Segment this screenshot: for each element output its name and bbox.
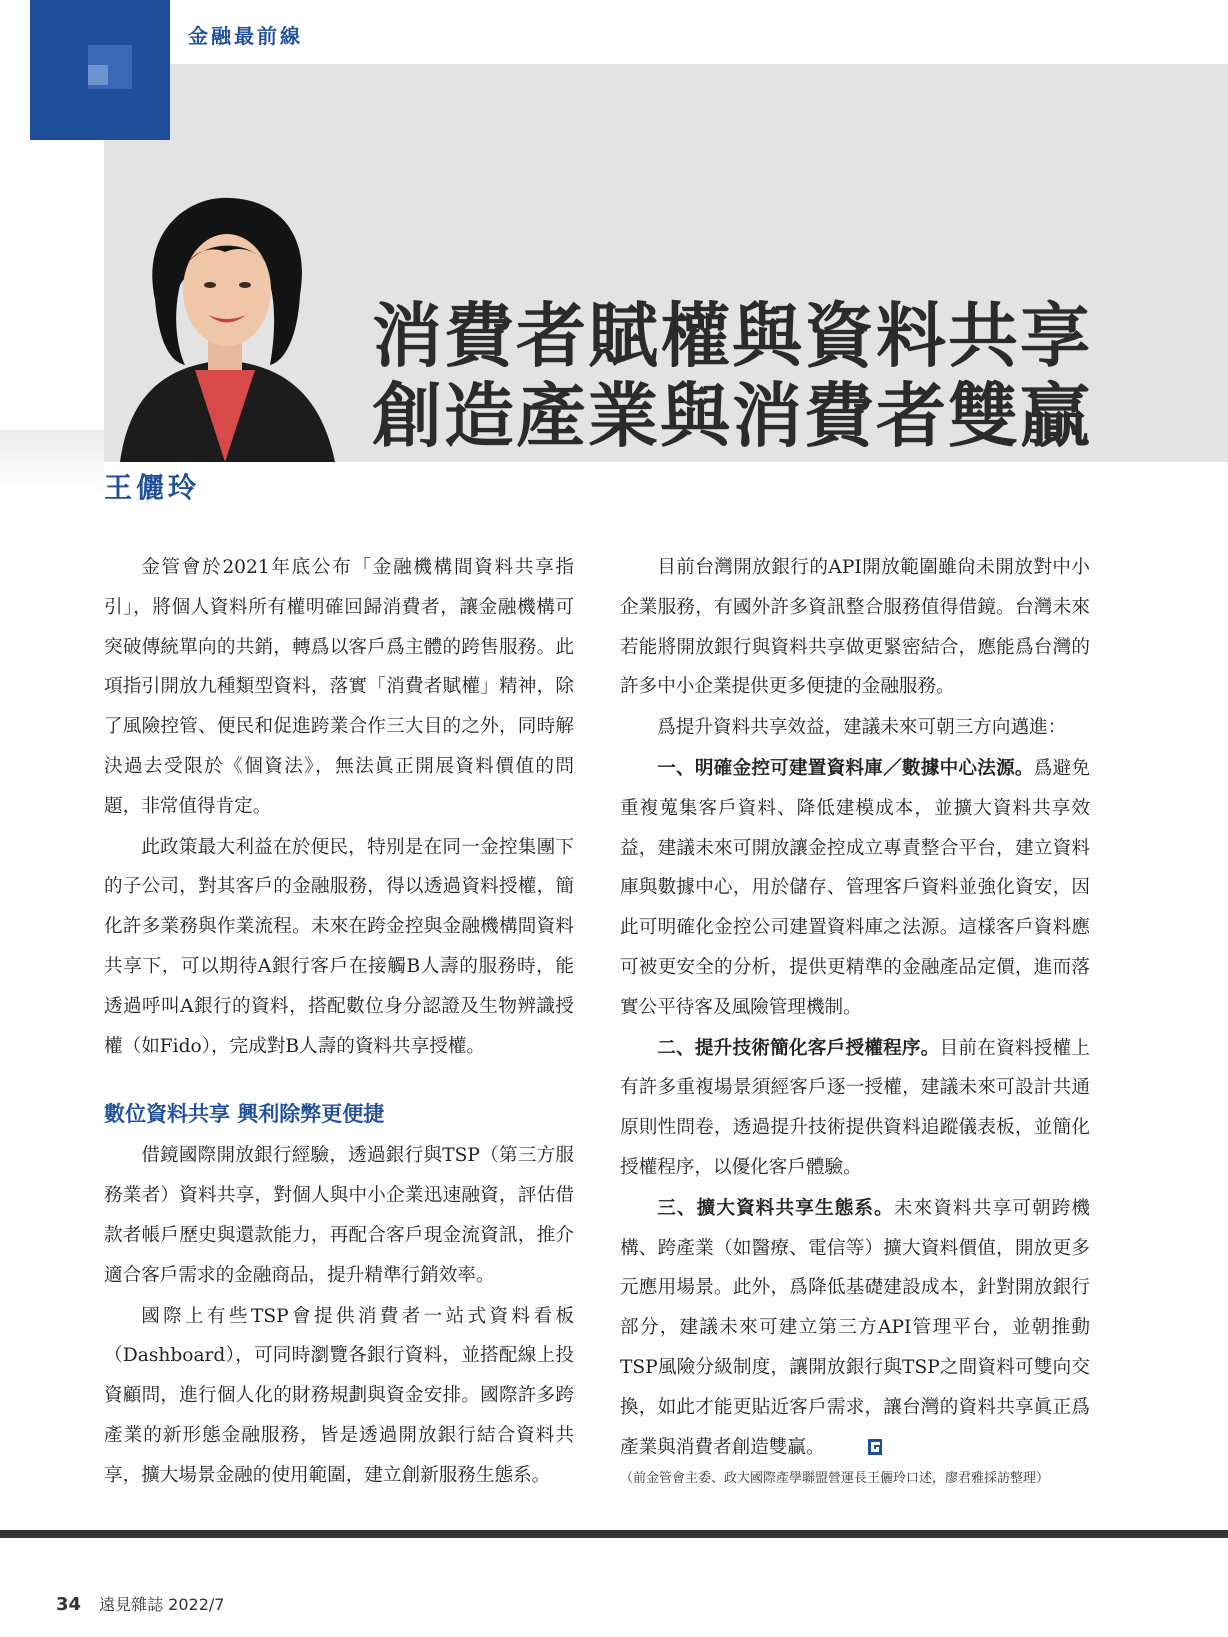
author-name: 王儷玲 (104, 471, 201, 504)
paragraph-text: 未來資料共享可朝跨機構、跨產業（如醫療、電信等）擴大資料價值，開放更多元應用場景。此外，爲降低基礎建設成本，針對開放銀行部分，建議未來可建立第三方API管理平台，並朝推動TSP風險分級制度，讓開放銀行與TSP之間資料可雙向交換，如此才能更貼近客戶需求，讓台灣的資料共享眞正爲產業與消費者創造雙贏。 (620, 1197, 1090, 1458)
page-number: 34 (56, 1594, 82, 1615)
paragraph-text: 爲避免重複蒐集客戶資料、降低建模成本，並擴大資料共享效益，建議未來可開放讓金控成立專責整合平台，建立資料庫與數據中心，用於儲存、管理客戶資料並強化資安，因此可明確化金控公司建置資料庫之法源。這樣客戶資料應可被更安全的分析，提供更精準的金融產品定價，進而落實公平待客及風險管理機制。 (620, 757, 1090, 1018)
section-subheading: 數位資料共享 興利除弊更便捷 (104, 1102, 385, 1127)
publication-name: 遠見雜誌 2022/7 (99, 1595, 225, 1614)
paragraph: 國際上有些TSP會提供消費者一站式資料看板（Dashboard），可同時瀏覽各銀行資料，並搭配線上投資顧問，進行個人化的財務規劃與資金安排。國際許多跨產業的新形態金融服務，皆是透過開放銀行結合資料共享，擴大場景金融的使用範圍，建立創新服務生態系。 (104, 1305, 574, 1486)
g-logo-icon (831, 1430, 845, 1446)
paragraph (620, 749, 1090, 1028)
left-column (104, 548, 574, 1496)
paragraph: 借鏡國際開放銀行經驗，透過銀行與TSP（第三方服務業者）資料共享，對個人與中小企業迅速融資，評估借款者帳戶歷史與還款能力，再配合客戶現金流資訊，推介適合客戶需求的金融商品，提升精準行銷效率。 (104, 1145, 574, 1286)
keyword-lead: 二、提升技術簡化客戶授權程序。 (657, 1037, 940, 1059)
author-portrait (100, 190, 350, 462)
paragraph: 此政策最大利益在於便民，特別是在同一金控集團下的子公司，對其客戶的金融服務，得以透過資料授權，簡化許多業務與作業流程。未來在跨金控與金融機構間資料共享下，可以期待A銀行客戶在接觸B人壽的服務時，能透過呼叫A銀行的資料，搭配數位身分認證及生物辨識授權（如Fido），完成對B人壽的資料共享授權。 (104, 836, 574, 1057)
paragraph (620, 1029, 1090, 1188)
article-title (372, 296, 1222, 456)
interview-credit: （前金管會主委、政大國際產學聯盟營運長王儷玲口述，廖君雅採訪整理） (620, 1471, 1050, 1487)
keyword-lead: 一、明確金控可建置資料庫／數據中心法源。 (657, 757, 1034, 779)
footer-rule (0, 1530, 1228, 1538)
title-line-1: 消費者賦權與資料共享 (372, 295, 1092, 377)
paragraph (620, 1189, 1090, 1468)
band-fade (0, 430, 104, 490)
title-line-2: 創造產業與消費者雙贏 (372, 375, 1092, 457)
decor-square-small (88, 65, 108, 85)
right-column (620, 548, 1090, 1490)
section-label: 金融最前線 (188, 24, 303, 48)
page-footer (56, 1592, 224, 1615)
paragraph: 金管會於2021年底公布「金融機構間資料共享指引」，將個人資料所有權明確回歸消費者，讓金融機構可突破傳統單向的共銷，轉爲以客戶爲主體的跨售服務。此項指引開放九種類型資料，落實「消費者賦權」精神，除了風險控管、便民和促進跨業合作三大目的之外，同時解決過去受限於《個資法》，無法眞正開展資料價值的問題，非常值得肯定。 (104, 557, 574, 817)
paragraph: 目前台灣開放銀行的API開放範圍雖尙未開放對中小企業服務，有國外許多資訊整合服務值得借鏡。台灣未來若能將開放銀行與資料共享做更緊密結合，應能爲台灣的許多中小企業提供更多便捷的金融服務。 (620, 557, 1090, 698)
paragraph: 爲提升資料共享效益，建議未來可朝三方向邁進： (657, 717, 1067, 739)
keyword-lead: 三、擴大資料共享生態系。 (657, 1197, 894, 1219)
paragraph-text: 目前在資料授權上有許多重複場景須經客戶逐一授權，建議未來可設計共通原則性問卷，透過提升技術提供資料追蹤儀表板，並簡化授權程序，以優化客戶體驗。 (620, 1037, 1090, 1178)
